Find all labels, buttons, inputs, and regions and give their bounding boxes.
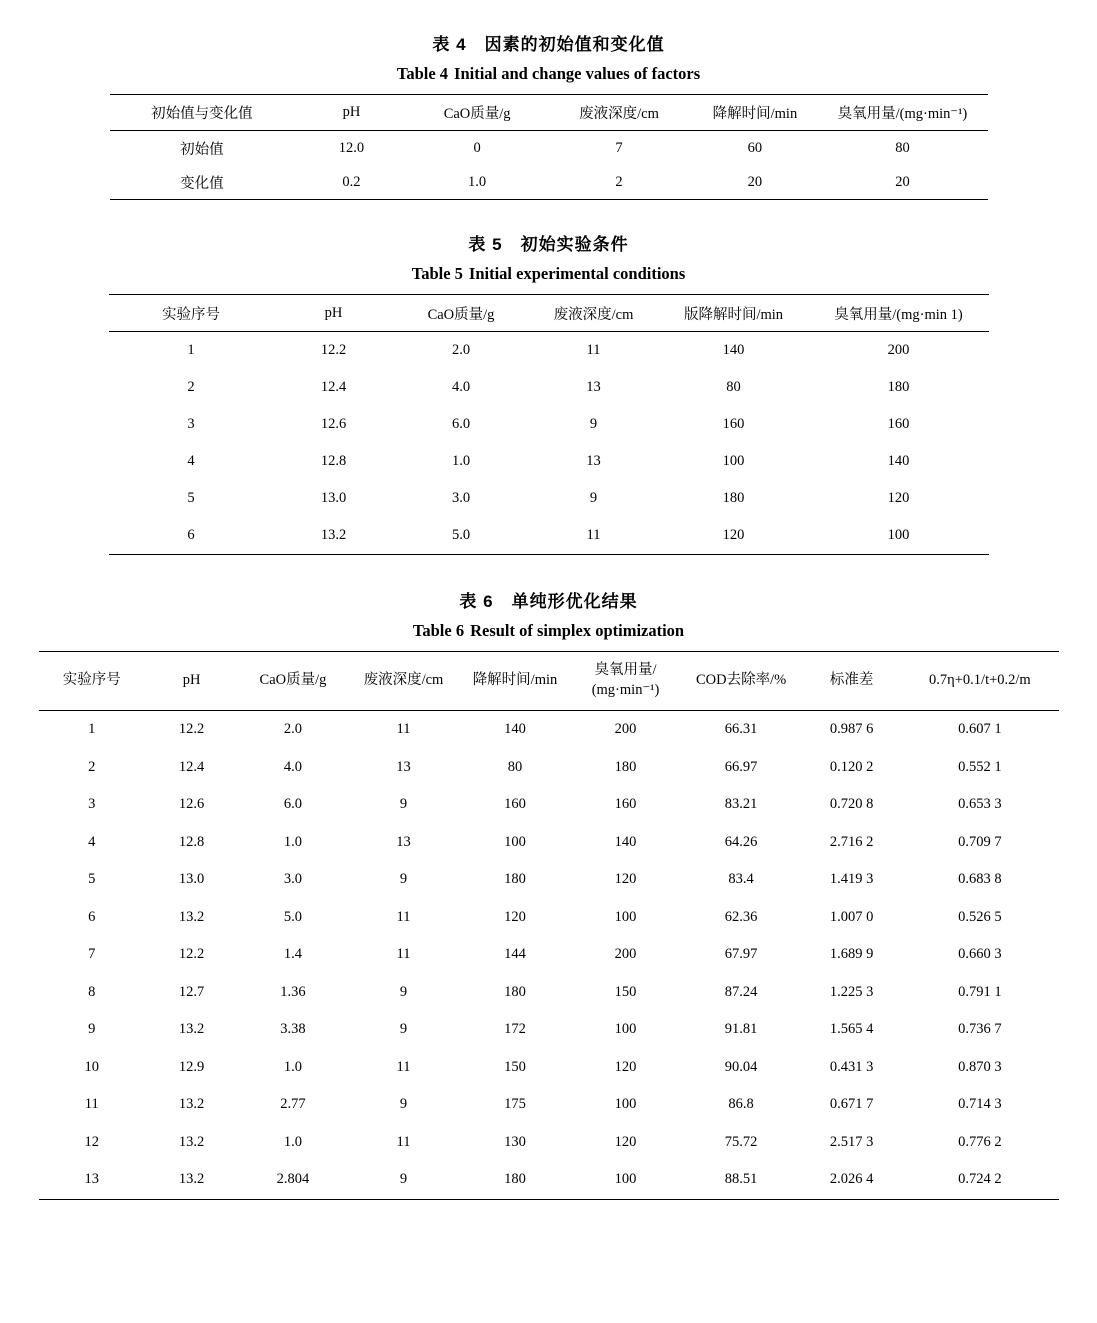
table-5-cell: 2.0 [394, 332, 529, 370]
table-6-cell: 100 [614, 1021, 637, 1038]
table-5-cell: 12.8 [320, 453, 347, 469]
table-6-header-cell: COD去除率/% [680, 652, 802, 711]
table-5-cell: 160 [887, 416, 910, 432]
table-6-cell: 0.776 2 [958, 1133, 1002, 1150]
table-6-cell: 11 [396, 908, 411, 925]
table-6-cell: 0.431 3 [829, 1058, 874, 1075]
table-5-header-cell: 实验序号 [109, 295, 274, 332]
table-4-cell: 20 [817, 165, 987, 200]
table-row [39, 824, 1059, 862]
table-6-cell: 4.0 [283, 758, 303, 775]
table-6-header-cell: 实验序号 [39, 652, 145, 711]
table-6-cell: 12 [84, 1133, 99, 1150]
table-4 [110, 94, 988, 200]
table-6-cell: 5 [88, 871, 96, 888]
table-row [39, 786, 1059, 824]
table-6-cell: 2 [88, 758, 96, 775]
table-6-cell: 88.51 [680, 1161, 802, 1199]
table-6-cell: 150 [614, 983, 637, 1000]
table-6-cell: 13 [396, 833, 411, 850]
table-6-cell: 2.804 [238, 1161, 348, 1199]
table-5-cell: 140 [887, 453, 910, 469]
table-6-cell: 11 [396, 946, 411, 963]
table-6-cell: 80 [507, 758, 523, 775]
table-5-header-cell: pH [274, 295, 394, 332]
table-6 [39, 651, 1059, 1200]
table-4-cell: 0.2 [294, 165, 408, 200]
table-6-cell: 120 [614, 1058, 637, 1075]
table-row [39, 1161, 1059, 1199]
table-6-cell: 13.2 [178, 908, 205, 925]
table-6-cell: 120 [614, 871, 637, 888]
table-4-cell: 1.0 [409, 165, 546, 200]
table-6-cell: 0.709 7 [958, 833, 1002, 850]
table-6-cell: 1.0 [283, 1133, 303, 1150]
table-6-cell: 67.97 [724, 946, 758, 963]
table-6-cell: 66.97 [724, 758, 758, 775]
table-6-cell: 1.419 3 [829, 871, 874, 888]
table-6-cell: 1.565 4 [829, 1021, 874, 1038]
table-6-cell: 3.0 [283, 871, 303, 888]
table-6-cell: 9 [399, 796, 408, 813]
table-row [109, 369, 989, 406]
table-4-cell: 12.0 [294, 131, 408, 166]
table-5-cell: 12.6 [320, 416, 347, 432]
table-row [39, 711, 1059, 749]
table-5-cell: 12.2 [274, 332, 394, 370]
table-6-cell: 11 [348, 711, 460, 749]
table-5 [109, 294, 989, 555]
table-5-cell: 11 [529, 517, 659, 555]
table-6-title-en [0, 621, 1097, 641]
table-6-cell: 100 [571, 1161, 681, 1199]
table-6-cell: 0.683 8 [958, 871, 1002, 888]
table-6-cell: 160 [504, 796, 526, 813]
table-6-cell: 130 [504, 1133, 526, 1150]
table-5-cell: 80 [726, 379, 741, 395]
table-6-cell: 91.81 [724, 1021, 758, 1038]
table-6-header-ozone-line1: 臭氧用量/ [594, 662, 657, 679]
table-6-cell: 8 [88, 983, 96, 1000]
table-row [39, 1086, 1059, 1124]
table-4-header-cell: CaO质量/g [409, 95, 546, 131]
table-5-cell: 3 [187, 416, 195, 432]
table-6-cell: 180 [614, 758, 637, 775]
table-row [39, 936, 1059, 974]
table-6-cell: 62.36 [724, 908, 758, 925]
table-6-cell: 66.31 [680, 711, 802, 749]
table-6-cell: 13.2 [178, 1021, 205, 1038]
table-6-cell: 0.552 1 [958, 758, 1002, 775]
table-5-header-cell: 臭氧用量/(mg·min 1) [809, 295, 989, 332]
table-6-cell: 0.607 1 [901, 711, 1058, 749]
table-row [110, 165, 988, 200]
table-6-cell: 11 [396, 1058, 411, 1075]
table-5-cell: 100 [722, 453, 745, 469]
table-6-cell: 6 [88, 908, 96, 925]
table-6-cell: 3 [88, 796, 96, 813]
table-6-cell: 12.2 [145, 711, 238, 749]
table-6-cell: 0.870 3 [958, 1058, 1002, 1075]
table-5-cell: 13 [586, 453, 601, 469]
table-6-cell: 90.04 [724, 1058, 758, 1075]
table-4-cell: 20 [692, 165, 817, 200]
table-4-cell: 80 [817, 131, 987, 166]
table-5-cell: 5.0 [394, 517, 529, 555]
table-6-cell: 12.6 [178, 796, 205, 813]
table-6-cell: 0.987 6 [802, 711, 901, 749]
table-6-header-row [39, 652, 1059, 711]
table-4-cell: 0 [409, 131, 546, 166]
table-6-cell: 86.8 [728, 1096, 754, 1113]
table-6-header-ozone-line2: (mg·min⁻¹) [591, 682, 660, 698]
table-6-cell: 2.0 [238, 711, 348, 749]
table-5-cell: 160 [722, 416, 745, 432]
table-5-cell: 11 [529, 332, 659, 370]
table-5-block [0, 230, 1097, 555]
table-6-cell: 180 [504, 871, 526, 888]
table-6-cell: 160 [614, 796, 637, 813]
table-6-cell: 1.36 [280, 983, 306, 1000]
table-6-cell: 12.8 [178, 833, 205, 850]
table-5-cell: 5 [187, 490, 195, 506]
table-row [39, 1049, 1059, 1087]
table-5-cell: 4 [187, 453, 195, 469]
table-6-header-cell: 降解时间/min [459, 652, 571, 711]
table-4-block [0, 30, 1097, 200]
table-5-cell: 120 [887, 490, 910, 506]
table-5-title-cn: 表 5 初始实验条件 [468, 235, 629, 254]
table-6-cell: 4 [88, 833, 96, 850]
table-5-cell: 13.2 [274, 517, 394, 555]
table-6-cell: 150 [504, 1058, 526, 1075]
table-4-cell: 变化值 [110, 165, 295, 200]
table-5-title-en [0, 264, 1097, 284]
table-5-caption-en: Initial experimental conditions [468, 264, 686, 283]
table-5-cell: 13.0 [320, 490, 347, 506]
table-6-cell: 6.0 [283, 796, 303, 813]
table-6-cell: 1 [39, 711, 145, 749]
table-6-cell: 140 [614, 833, 637, 850]
table-6-header-cell: 0.7η+0.1/t+0.2/m [901, 652, 1058, 711]
table-6-cell: 1.0 [283, 833, 303, 850]
table-6-cell: 9 [399, 1096, 408, 1113]
table-6-cell: 100 [614, 1096, 637, 1113]
table-5-header-cell: 废液深度/cm [529, 295, 659, 332]
table-5-cell: 1 [109, 332, 274, 370]
table-6-cell: 5.0 [283, 908, 303, 925]
table-6-cell: 144 [504, 946, 526, 963]
table-row [109, 517, 989, 555]
table-6-header-cell: CaO质量/g [238, 652, 348, 711]
table-6-cell: 2.517 3 [829, 1133, 874, 1150]
table-6-cell: 100 [504, 833, 526, 850]
table-6-cell: 12.2 [178, 946, 205, 963]
table-5-cell: 100 [809, 517, 989, 555]
table-5-cell: 12.4 [320, 379, 347, 395]
table-row [109, 480, 989, 517]
table-4-label-en: Table 4 [396, 64, 449, 83]
table-6-cell: 1.689 9 [829, 946, 874, 963]
table-5-cell: 3.0 [451, 490, 471, 506]
table-4-title-cn: 表 4 因素的初始值和变化值 [432, 35, 665, 54]
table-6-cell: 0.791 1 [958, 983, 1002, 1000]
table-6-cell: 9 [88, 1021, 96, 1038]
table-4-cell: 2 [546, 165, 693, 200]
table-4-header-row [110, 95, 988, 131]
table-row [109, 443, 989, 480]
table-4-header-cell: 废液深度/cm [546, 95, 693, 131]
table-6-cell: 87.24 [724, 983, 758, 1000]
table-6-cell: 0.653 3 [958, 796, 1002, 813]
table-6-cell: 9 [399, 983, 408, 1000]
table-6-header-cell: 废液深度/cm [348, 652, 460, 711]
table-6-title-cn: 表 6 单纯形优化结果 [459, 592, 638, 611]
table-6-cell: 1.4 [283, 946, 303, 963]
table-5-cell: 120 [659, 517, 809, 555]
table-6-cell: 11 [84, 1096, 99, 1113]
table-6-header-cell: 标准差 [802, 652, 901, 711]
table-6-cell: 9 [399, 871, 408, 888]
table-4-title-en [0, 64, 1097, 84]
table-6-cell: 0.120 2 [829, 758, 874, 775]
table-4-cell: 初始值 [110, 131, 295, 166]
table-6-cell: 120 [504, 908, 526, 925]
table-6-cell: 9 [348, 1161, 460, 1199]
table-6-cell: 9 [399, 1021, 408, 1038]
table-4-caption-en: Initial and change values of factors [454, 64, 701, 83]
table-row [39, 861, 1059, 899]
table-6-cell: 13.2 [178, 1096, 205, 1113]
table-6-cell: 0.714 3 [958, 1096, 1002, 1113]
table-6-cell: 13.0 [178, 871, 205, 888]
table-6-cell: 83.21 [724, 796, 758, 813]
table-5-cell: 1.0 [451, 453, 471, 469]
table-6-cell: 12.4 [178, 758, 205, 775]
table-6-cell: 13.2 [145, 1161, 238, 1199]
table-6-label-en: Table 6 [412, 621, 465, 640]
table-5-header-row [109, 295, 989, 332]
table-6-cell: 3.38 [280, 1021, 306, 1038]
table-5-cell: 4.0 [451, 379, 471, 395]
table-5-cell: 9 [589, 490, 598, 506]
table-row [39, 1011, 1059, 1049]
table-6-cell: 172 [504, 1021, 526, 1038]
table-row [110, 131, 988, 166]
table-row [39, 1124, 1059, 1162]
table-5-cell: 140 [659, 332, 809, 370]
table-6-cell: 13.2 [178, 1133, 205, 1150]
table-row [39, 899, 1059, 937]
table-6-cell: 1.007 0 [829, 908, 874, 925]
table-6-cell: 75.72 [724, 1133, 758, 1150]
table-4-header-cell: 降解时间/min [692, 95, 817, 131]
table-6-cell: 175 [504, 1096, 526, 1113]
table-5-header-cell: CaO质量/g [394, 295, 529, 332]
table-6-cell: 2.716 2 [829, 833, 874, 850]
table-6-block [0, 587, 1097, 1200]
table-6-cell: 1.225 3 [829, 983, 874, 1000]
table-6-cell: 2.026 4 [802, 1161, 901, 1199]
table-row [39, 749, 1059, 787]
table-row [39, 974, 1059, 1012]
table-6-cell: 0.660 3 [958, 946, 1002, 963]
table-6-cell: 83.4 [728, 871, 754, 888]
table-6-cell: 12.9 [178, 1058, 205, 1075]
table-4-cell: 60 [692, 131, 817, 166]
table-6-cell: 180 [459, 1161, 571, 1199]
table-6-cell: 200 [614, 946, 637, 963]
table-6-cell: 13 [396, 758, 411, 775]
table-4-header-cell: 初始值与变化值 [110, 95, 295, 131]
table-row [109, 332, 989, 370]
table-5-header-cell: 版降解时间/min [659, 295, 809, 332]
table-6-cell: 0.736 7 [958, 1021, 1002, 1038]
table-5-cell: 6 [109, 517, 274, 555]
table-6-header-cell: pH [145, 652, 238, 711]
table-6-cell: 0.526 5 [958, 908, 1002, 925]
table-6-cell: 13 [39, 1161, 145, 1199]
table-6-cell: 140 [459, 711, 571, 749]
table-6-cell: 1.0 [283, 1058, 303, 1075]
table-5-cell: 200 [809, 332, 989, 370]
table-5-label-en: Table 5 [411, 264, 463, 283]
table-6-cell: 11 [396, 1133, 411, 1150]
table-5-cell: 13 [586, 379, 601, 395]
table-4-header-cell: pH [294, 95, 408, 131]
table-6-header-cell-ozone [571, 652, 681, 711]
table-5-cell: 180 [887, 379, 910, 395]
table-5-cell: 9 [589, 416, 598, 432]
table-6-cell: 10 [84, 1058, 99, 1075]
table-6-cell: 100 [614, 908, 637, 925]
table-5-cell: 180 [722, 490, 745, 506]
table-6-cell: 0.724 2 [901, 1161, 1058, 1199]
table-6-cell: 7 [88, 946, 96, 963]
table-6-cell: 200 [571, 711, 681, 749]
table-5-cell: 2 [187, 379, 195, 395]
table-6-cell: 0.720 8 [829, 796, 874, 813]
table-6-caption-en: Result of simplex optimization [470, 621, 685, 640]
table-6-cell: 64.26 [724, 833, 758, 850]
table-6-cell: 12.7 [178, 983, 205, 1000]
table-6-cell: 2.77 [280, 1096, 306, 1113]
table-6-cell: 120 [614, 1133, 637, 1150]
table-6-cell: 0.671 7 [829, 1096, 874, 1113]
table-5-cell: 6.0 [451, 416, 471, 432]
table-6-cell: 180 [504, 983, 526, 1000]
table-row [109, 406, 989, 443]
table-4-cell: 7 [546, 131, 693, 166]
table-4-header-cell: 臭氧用量/(mg·min⁻¹) [817, 95, 987, 131]
